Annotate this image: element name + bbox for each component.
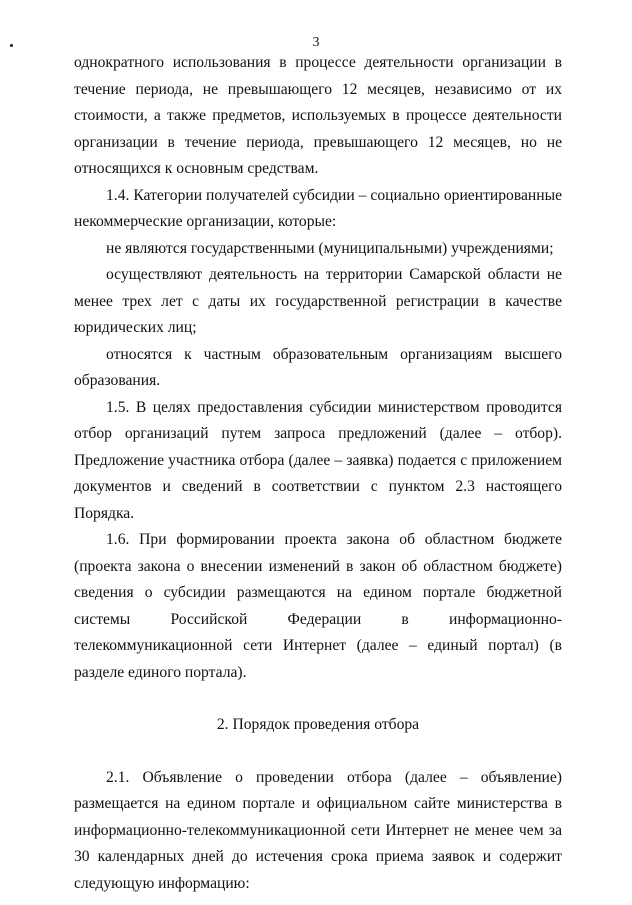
paragraph-criteria-2: осуществляют деятельность на территории Самарской области не менее трех лет с даты их государственной регистрации в качестве юридических лиц; <box>74 266 562 336</box>
spacer <box>74 739 562 765</box>
paragraph-2-1: 2.1. Объявление о проведении отбора (далее – объявление) размещается на едином портале и официальном сайте министерства в информационно-телекоммуникационной сети Интернет не менее чем за 30 календарных дней до истечения срока приема заявок и содержит следующую информацию: <box>74 768 562 892</box>
paragraph-1-6: 1.6. При формировании проекта закона об областном бюджете (проекта закона о внесении изменений в закон об областном бюджете) сведения о субсидии размещаются на едином портале бюджетной системы Российской Федерации в информационно-телекоммуникационной сети Интернет (далее – единый портал) (в разделе единого портала). <box>74 531 562 681</box>
paragraph-criteria-1: не являются государственными (муниципальными) учреждениями; <box>106 239 554 257</box>
paragraph-criteria-3: относятся к частным образовательным организациям высшего образования. <box>74 345 562 389</box>
paragraph-1-5: 1.5. В целях предоставления субсидии министерством проводится отбор организаций путем запроса предложений (далее – отбор). Предложение участника отбора (далее – заявка) подается с приложением документов и сведений в соответствии с пунктом 2.3 настоящего Порядка. <box>74 398 562 522</box>
page-number: 3 <box>312 35 320 50</box>
paragraph-1-4: 1.4. Категории получателей субсидии – социально ориентированные некоммерческие организации, которые: <box>74 186 562 230</box>
spacer <box>74 686 562 712</box>
section-heading: 2. Порядок проведения отбора <box>216 716 420 733</box>
document-body <box>74 50 562 897</box>
paragraph-continuation: однократного использования в процессе деятельности организации в течение периода, не превышающего 12 месяцев, независимо от их стоимости, а также предметов, используемых в процессе деятельности организации в течение периода, превышающего 12 месяцев, но не относящихся к основным средствам. <box>74 54 562 177</box>
